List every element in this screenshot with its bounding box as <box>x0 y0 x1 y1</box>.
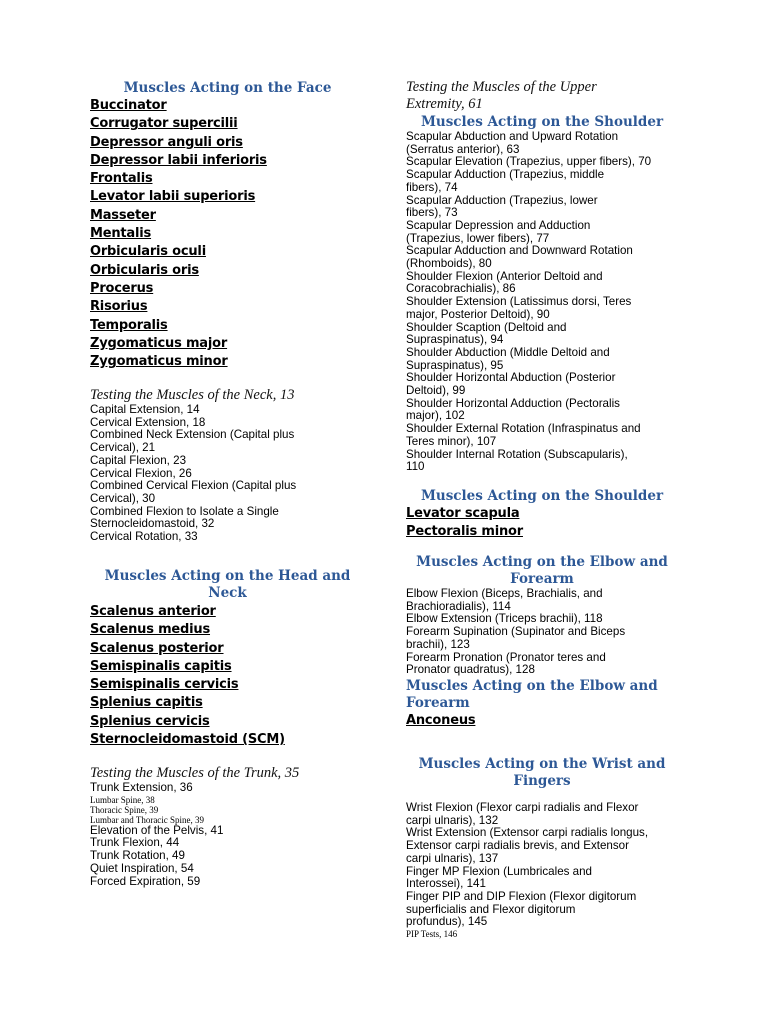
face-heading: Muscles Acting on the Face <box>123 80 332 96</box>
entry-line: Combined Flexion to Isolate a Single <box>90 504 279 518</box>
heading-line: Muscles Acting on the Head and <box>104 568 351 584</box>
entry-line: profundus), 145 <box>406 915 488 929</box>
entry-line: Shoulder Extension (Latissimus dorsi, Teres <box>406 295 632 309</box>
muscle-link[interactable]: Mentalis <box>90 226 152 242</box>
muscle-link[interactable]: Pectoralis minor <box>406 524 523 540</box>
wrist-section <box>406 756 678 939</box>
muscle-link[interactable]: Scalenus posterior <box>90 640 224 656</box>
entry-line: Combined Cervical Flexion (Capital plus <box>90 479 297 493</box>
muscle-link[interactable]: Orbicularis oculi <box>90 244 206 260</box>
entry-line: Elbow Flexion (Biceps, Brachialis, and <box>406 587 603 600</box>
entry-line: Supraspinatus), 94 <box>406 333 504 347</box>
muscle-link[interactable]: Levator scapula <box>406 506 520 521</box>
muscle-link[interactable]: Splenius capitis <box>90 695 203 711</box>
entry-line: Supraspinatus), 95 <box>406 358 504 372</box>
entry-line: Scapular Adduction (Trapezius, lower <box>406 193 598 207</box>
entry-line: (Serratus anterior), 63 <box>406 142 520 156</box>
muscle-link[interactable]: Buccinator <box>90 98 167 113</box>
entry-line: Extensor carpi radialis brevis, and Extensor <box>406 839 629 853</box>
shoulder-section-1 <box>406 114 678 474</box>
muscle-link[interactable]: Splenius cervicis <box>90 713 210 729</box>
wrist-heading <box>406 756 678 790</box>
face-section <box>90 80 365 371</box>
muscle-link[interactable]: Frontalis <box>90 171 153 187</box>
entry-line: Cervical), 30 <box>90 491 156 505</box>
head-neck-heading <box>90 568 365 602</box>
sub-entry-line: PIP Tests, 146 <box>406 929 458 940</box>
entry-line: Forced Expiration, 59 <box>90 874 201 888</box>
entry-line: Elbow Extension (Triceps brachii), 118 <box>406 612 603 626</box>
entry-line: Teres minor), 107 <box>406 434 497 448</box>
muscle-link[interactable]: Semispinalis cervicis <box>90 677 239 693</box>
elbow-section-2 <box>406 678 678 730</box>
muscle-link[interactable]: Zygomaticus major <box>90 335 228 351</box>
entry-line: Shoulder External Rotation (Infraspinatus and <box>406 422 641 436</box>
trunk-test-section <box>90 765 365 888</box>
heading-line: Fingers <box>513 773 571 789</box>
heading-line: Extremity, 61 <box>406 96 483 112</box>
muscle-link[interactable]: Depressor anguli oris <box>90 134 243 150</box>
sub-entry-line: Lumbar and Thoracic Spine, 39 <box>90 814 205 825</box>
muscle-link[interactable]: Scalenus anterior <box>90 604 216 619</box>
entry-line: Deltoid), 99 <box>406 384 466 398</box>
trunk-test-heading: Testing the Muscles of the Trunk, 35 <box>90 765 300 781</box>
entry-line: Shoulder Scaption (Deltoid and <box>406 320 567 334</box>
neck-test-section <box>90 387 365 544</box>
entry-line: Forearm Pronation (Pronator teres and <box>406 650 606 664</box>
entry-line: Wrist Flexion (Flexor carpi radialis and Flexor <box>406 801 639 814</box>
entry-line: Trunk Extension, 36 <box>90 781 193 794</box>
entry-line: major, Posterior Deltoid), 90 <box>406 307 550 321</box>
entry-line: brachii), 123 <box>406 637 470 651</box>
muscle-link[interactable]: Procerus <box>90 280 154 296</box>
muscle-link[interactable]: Zygomaticus minor <box>90 354 228 370</box>
entry-line: Shoulder Flexion (Anterior Deltoid and <box>406 269 603 283</box>
entry-line: Trunk Rotation, 49 <box>90 849 185 863</box>
entry-line: Cervical), 21 <box>90 441 156 455</box>
entry-line: Finger PIP and DIP Flexion (Flexor digitorum <box>406 889 637 903</box>
entry-line: Scapular Abduction and Upward Rotation <box>406 130 619 143</box>
entry-line: Quiet Inspiration, 54 <box>90 861 194 875</box>
muscle-link[interactable]: Anconeus <box>406 713 476 728</box>
entry-line: Wrist Extension (Extensor carpi radialis longus, <box>406 826 649 840</box>
entry-line: carpi ulnaris), 137 <box>406 851 499 865</box>
muscle-link[interactable]: Temporalis <box>90 317 168 333</box>
upper-test-heading <box>406 79 678 113</box>
heading-line: Muscles Acting on the Wrist and <box>418 756 666 772</box>
shoulder-section-2 <box>406 488 678 542</box>
entry-line: (Trapezius, lower fibers), 77 <box>406 231 550 245</box>
entry-line: Capital Flexion, 23 <box>90 453 187 467</box>
heading-line: Testing the Muscles of the Upper <box>406 79 597 95</box>
muscle-link[interactable]: Sternocleidomastoid (SCM) <box>90 732 285 748</box>
head-neck-muscle-list <box>90 603 365 749</box>
elbow-heading <box>406 678 678 712</box>
head-neck-section <box>90 568 365 749</box>
entry-line: (Rhomboids), 80 <box>406 257 492 271</box>
entry-line: fibers), 74 <box>406 180 458 194</box>
entry-line: Pronator quadratus), 128 <box>406 663 535 677</box>
heading-line: Muscles Acting on the Elbow and <box>406 678 658 694</box>
entry-line: Scapular Adduction (Trapezius, middle <box>406 168 605 182</box>
heading-line: Neck <box>208 585 247 601</box>
shoulder-heading: Muscles Acting on the Shoulder <box>420 114 664 130</box>
muscle-link[interactable]: Semispinalis capitis <box>90 658 232 674</box>
entry-line: carpi ulnaris), 132 <box>406 813 499 827</box>
entry-line: Shoulder Horizontal Adduction (Pectoralis <box>406 396 620 410</box>
entry-line: Cervical Rotation, 33 <box>90 530 198 544</box>
entry-line: Shoulder Abduction (Middle Deltoid and <box>406 345 610 359</box>
neck-test-heading: Testing the Muscles of the Neck, 13 <box>90 387 295 403</box>
face-muscle-list <box>90 97 365 371</box>
entry-line: Scapular Elevation (Trapezius, upper fibers), 70 <box>406 155 652 169</box>
entry-line: Coracobrachialis), 86 <box>406 282 516 296</box>
sub-entry-line: Thoracic Spine, 39 <box>90 804 159 815</box>
muscle-link[interactable]: Scalenus medius <box>90 622 211 638</box>
entry-line: Shoulder Horizontal Abduction (Posterior <box>406 371 616 385</box>
entry-line: Elevation of the Pelvis, 41 <box>90 823 224 837</box>
muscle-link[interactable]: Depressor labii inferioris <box>90 152 267 168</box>
heading-line: Forearm <box>406 695 470 711</box>
entry-line: fibers), 73 <box>406 206 458 220</box>
heading-line: Muscles Acting on the Elbow and <box>416 554 668 570</box>
elbow-section-1 <box>406 554 678 677</box>
entry-line: Combined Neck Extension (Capital plus <box>90 428 295 442</box>
muscle-link[interactable]: Levator labii superioris <box>90 189 256 205</box>
entry-line: Capital Extension, 14 <box>90 403 200 416</box>
muscle-link[interactable]: Corrugator supercilii <box>90 116 238 132</box>
entry-line: Shoulder Internal Rotation (Subscapularis), <box>406 447 628 461</box>
upper-test-section <box>406 79 678 113</box>
sub-entry-line: Lumbar Spine, 38 <box>90 794 155 805</box>
entry-line: Scapular Adduction and Downward Rotation <box>406 244 633 258</box>
entry-line: 110 <box>406 460 425 474</box>
muscle-link[interactable]: Orbicularis oris <box>90 262 199 278</box>
muscle-link[interactable]: Masseter <box>90 207 156 223</box>
entry-line: Forearm Supination (Supinator and Biceps <box>406 625 626 639</box>
wrist-entries <box>406 802 678 939</box>
entry-line: Cervical Flexion, 26 <box>90 466 192 480</box>
entry-line: Brachioradialis), 114 <box>406 599 511 613</box>
entry-line: major), 102 <box>406 409 465 423</box>
entry-line: Interossei), 141 <box>406 877 486 891</box>
entry-line: Trunk Flexion, 44 <box>90 836 180 850</box>
entry-line: Finger MP Flexion (Lumbricales and <box>406 864 593 878</box>
entry-line: Scapular Depression and Adduction <box>406 218 591 232</box>
entry-line: Cervical Extension, 18 <box>90 415 206 429</box>
entry-line: superficialis and Flexor digitorum <box>406 902 576 916</box>
muscle-link[interactable]: Risorius <box>90 299 148 315</box>
elbow-heading <box>406 554 678 588</box>
heading-line: Forearm <box>510 571 574 587</box>
shoulder-heading: Muscles Acting on the Shoulder <box>420 488 664 504</box>
entry-line: Sternocleidomastoid, 32 <box>90 517 215 531</box>
